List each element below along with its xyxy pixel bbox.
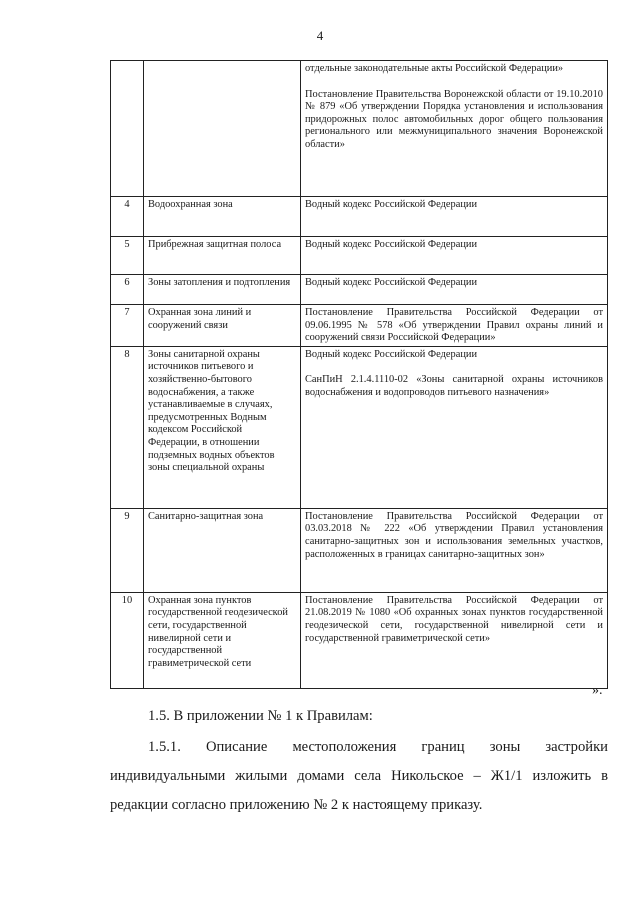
zone-name: Охранная зона линий и сооружений связи [144,305,301,347]
paragraph-1-5-1 [110,733,608,820]
row-number [111,61,144,197]
legal-act: Водный кодекс Российской Федерации [305,348,478,360]
zone-name: Водоохранная зона [144,197,301,237]
row-number: 8 [111,346,144,508]
legal-basis [301,197,608,237]
legal-basis [301,508,608,592]
legal-basis [301,592,608,688]
legal-act: Постановление Правительства Российской Федерации от 21.08.2019 № 1080 «Об охранных зонах пунктов государственной геодезической сети, государственной нивелирной сети и государственной гравиметрической сети» [305,594,603,644]
table-row [111,237,608,275]
table-row [111,346,608,508]
zone-name: Санитарно-защитная зона [144,508,301,592]
zone-name [144,61,301,197]
legal-act: СанПиН 2.1.4.1110-02 «Зоны санитарной охраны источников водоснабжения и водопроводов питьевого назначения» [305,374,603,398]
paragraph-lead: 1.5.1. Описание местоположения границ зоны застройки [148,739,608,755]
zone-name: Зоны санитарной охраны источников питьевого и хозяйственно-бытового водоснабжения, а также устанавливаемые в случаях, предусмотренных Водным кодексом Российской Федерации, в отношении подземных водных объектов зоны специальной охраны [144,346,301,508]
page-number: 4 [316,28,324,43]
row-number: 9 [111,508,144,592]
row-number: 5 [111,237,144,275]
zone-name: Охранная зона пунктов государственной геодезической сети, государственной нивелирной сети и государственной гравиметрической сети [144,592,301,688]
legal-act: отдельные законодательные акты Российской Федерации» [305,63,564,74]
table-row [111,592,608,688]
paragraph-body: индивидуальными жилыми домами села Никольское – Ж1/1 изложить в редакции согласно приложению № 2 к настоящему приказу. [110,768,608,813]
zone-name: Зоны затопления и подтопления [144,275,301,305]
legal-basis [301,346,608,508]
table-row [111,61,608,197]
legal-basis [301,61,608,197]
row-number: 4 [111,197,144,237]
legal-act: Водный кодекс Российской Федерации [305,199,478,210]
row-number: 10 [111,592,144,688]
table-row [111,305,608,347]
legal-act: Постановление Правительства Российской Федерации от 09.06.1995 № 578 «Об утверждении Правил охраны линий и сооружений связи Российской Федерации» [305,307,603,344]
table-row [111,197,608,237]
row-number: 7 [111,305,144,347]
legal-act: Постановление Правительства Российской Федерации от 03.03.2018 № 222 «Об утверждении Правил установления санитарно-защитных зон и использования земельных участков, расположенных в границах санитарно-защитных зон» [305,510,603,560]
zone-name: Прибрежная защитная полоса [144,237,301,275]
legal-basis [301,275,608,305]
zones-table [110,60,608,689]
table-row [111,275,608,305]
legal-basis [301,305,608,347]
paragraph-1-5: 1.5. В приложении № 1 к Правилам: [148,708,373,724]
closing-quote: ». [592,683,603,698]
row-number: 6 [111,275,144,305]
legal-act: Постановление Правительства Воронежской области от 19.10.2010 № 879 «Об утверждении Порядка установления и использования придорожных полос автомобильных дорог общего пользования регионального или межмуниципального значения Воронежской области» [305,88,603,150]
legal-basis [301,237,608,275]
legal-act: Водный кодекс Российской Федерации [305,239,478,250]
legal-act: Водный кодекс Российской Федерации [305,277,478,288]
table-row [111,508,608,592]
